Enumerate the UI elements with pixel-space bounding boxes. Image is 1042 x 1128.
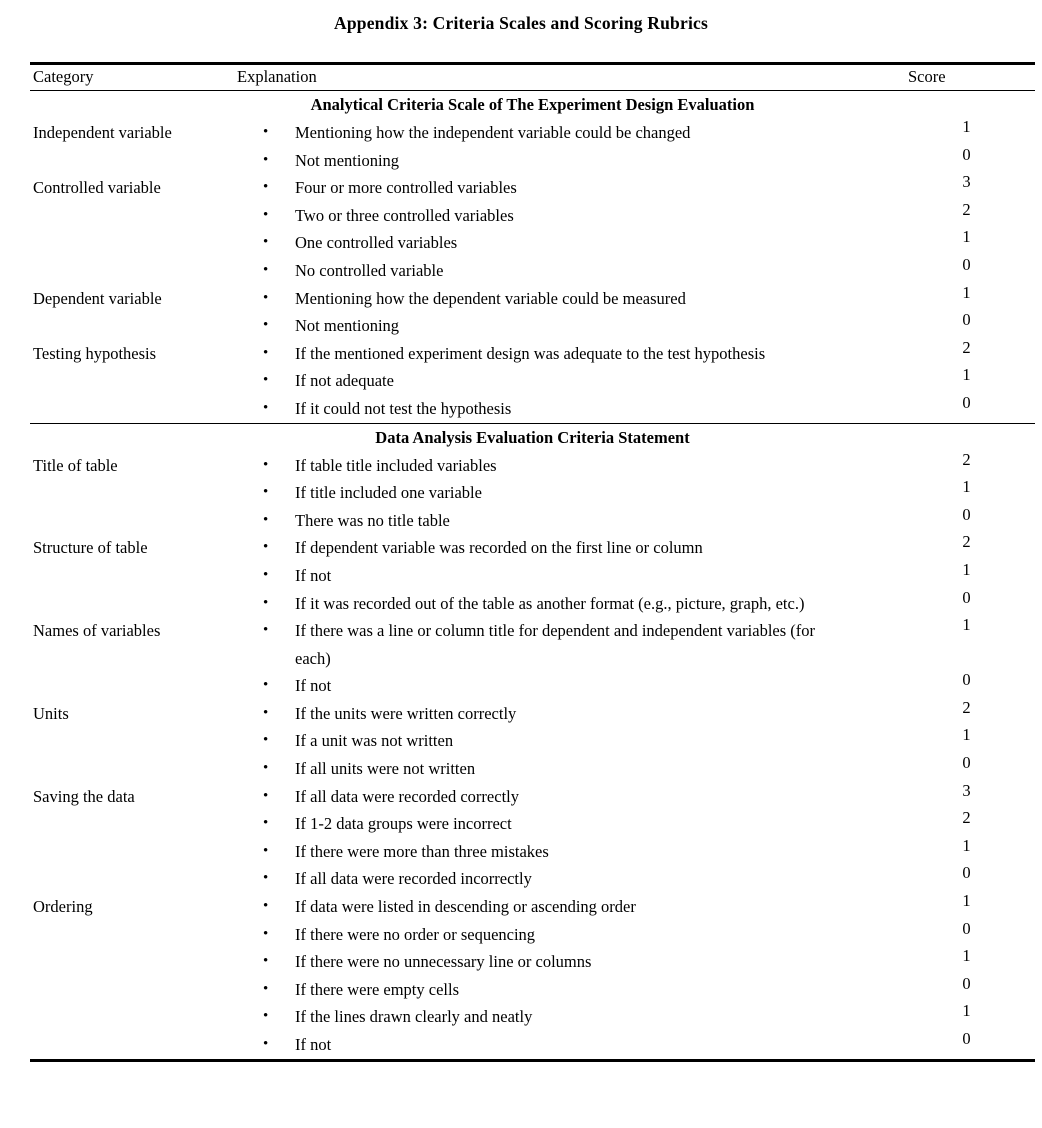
rubric-row [30,174,1035,202]
score-cell [873,559,1035,590]
rubric-row [30,229,1035,257]
bullet-icon: • [263,980,269,997]
explanation-cell [237,893,873,921]
score-cell [873,504,1035,535]
score-value: 0 [962,973,971,993]
score-cell [873,312,1035,340]
explanation-cell [237,700,873,728]
score-value: 0 [962,504,971,524]
criterion-text: If the units were written correctly [295,703,517,723]
score-value: 1 [962,946,971,966]
score-value: 0 [962,392,971,412]
explanation-cell [237,257,873,285]
criterion-text: If not [295,676,332,696]
explanation-cell [237,783,873,811]
criterion-text: If not [295,565,332,585]
bullet-icon: • [263,399,269,416]
score-value: 1 [962,559,971,579]
category-label [30,395,237,423]
rubric-row [30,479,1035,507]
bullet-icon: • [263,539,269,556]
criterion-text: Two or three controlled variables [295,205,514,225]
score-value: 1 [962,835,971,855]
bullet-icon: • [263,594,269,611]
score-value: 0 [962,918,971,938]
score-cell [873,1031,1035,1060]
category-label: Names of variables [33,621,161,641]
explanation-cell [237,865,873,893]
category-label [30,921,237,949]
explanation-cell [237,590,873,618]
rubric-row [30,727,1035,755]
score-cell [873,229,1035,257]
explanation-cell [237,285,873,313]
category-label: Saving the data [33,786,135,806]
explanation-cell [237,367,873,395]
bullet-icon: • [263,1008,269,1025]
score-value: 0 [962,670,971,690]
score-value: 0 [962,587,971,607]
score-cell [873,697,1035,728]
rubric-row [30,202,1035,230]
score-cell [873,780,1035,811]
bullet-icon: • [263,289,269,306]
bullet-icon: • [263,124,269,140]
criterion-text: If table title included variables [295,455,497,475]
explanation-cell [237,395,873,423]
rubric-row [30,893,1035,921]
score-cell [873,973,1035,1004]
score-cell [873,392,1035,423]
score-cell [873,617,1035,672]
criterion-text: If the mentioned experiment design was adequate to the test hypothesis [295,343,766,363]
score-value: 1 [962,365,971,385]
explanation-cell [237,202,873,230]
criterion-text: If the lines drawn clearly and neatly [295,1007,533,1027]
rubric-table-body [30,91,1035,1061]
rubric-row [30,507,1035,535]
category-label [30,1031,237,1060]
rubric-row [30,976,1035,1004]
explanation-cell [237,617,873,672]
rubric-row [30,534,1035,562]
score-value: 0 [962,753,971,773]
criterion-text: Mentioning how the independent variable could be changed [295,123,691,142]
category-label: Title of table [33,455,118,475]
score-value: 1 [962,891,971,911]
bullet-icon: • [263,953,269,970]
bullet-icon: • [263,317,269,334]
rubric-row [30,312,1035,340]
bullet-icon: • [263,151,269,168]
rubric-row [30,562,1035,590]
criterion-text: If there were more than three mistakes [295,841,549,861]
explanation-cell [237,340,873,368]
score-value: 0 [962,310,971,330]
bullet-icon: • [263,704,269,721]
rubric-row [30,755,1035,783]
category-label [30,312,237,340]
criterion-text: If it was recorded out of the table as another format (e.g., picture, graph, etc.) [295,593,805,613]
rubric-row [30,810,1035,838]
rubric-row [30,921,1035,949]
category-label [30,367,237,395]
section-header-row [30,423,1035,452]
score-cell [873,810,1035,838]
criterion-text: If 1-2 data groups were incorrect [295,814,512,834]
bullet-icon: • [263,815,269,832]
bullet-icon: • [263,622,269,639]
bullet-icon: • [263,677,269,694]
category-label [30,1003,237,1031]
criterion-text: One controlled variables [295,233,458,253]
score-value: 2 [962,697,971,717]
category-label [30,507,237,535]
rubric-row [30,1031,1035,1060]
rubric-row [30,147,1035,175]
score-value: 1 [962,477,971,497]
bullet-icon: • [263,511,269,528]
score-cell [873,479,1035,507]
score-cell [873,727,1035,755]
column-header-category: Category [30,64,237,91]
category-label [30,257,237,285]
category-label: Testing hypothesis [33,343,157,363]
criterion-text: If there were empty cells [295,979,460,999]
bullet-icon: • [263,732,269,749]
bullet-icon: • [263,261,269,278]
score-cell [873,1003,1035,1031]
column-header-score: Score [873,64,1035,91]
explanation-cell [237,1031,873,1060]
category-label: Units [33,703,69,723]
rubric-row [30,452,1035,480]
rubric-table-header [30,64,1035,91]
page-title: Appendix 3: Criteria Scales and Scoring Rubrics [334,13,708,33]
criterion-text: If title included one variable [295,483,482,503]
criterion-text: If it could not test the hypothesis [295,398,512,418]
bullet-icon: • [263,344,269,361]
criterion-text: If a unit was not written [295,731,454,751]
score-cell [873,282,1035,313]
explanation-cell [237,312,873,340]
rubric-row [30,783,1035,811]
category-label [30,562,237,590]
score-cell [873,337,1035,368]
score-cell [873,199,1035,230]
bullet-icon: • [263,787,269,804]
score-cell [873,144,1035,175]
criterion-text: If there was a line or column title for dependent and independent variables (for each) [295,621,816,668]
score-cell [873,534,1035,562]
bullet-icon: • [263,234,269,251]
score-cell [873,449,1035,480]
explanation-cell [237,147,873,175]
score-cell [873,672,1035,700]
category-label [30,838,237,866]
category-label [30,590,237,618]
score-cell [873,119,1035,147]
column-header-explanation: Explanation [237,64,873,91]
rubric-row [30,590,1035,618]
rubric-row [30,285,1035,313]
category-label [30,229,237,257]
category-label: Dependent variable [33,288,162,308]
bullet-icon: • [263,842,269,859]
rubric-row [30,340,1035,368]
score-cell [873,893,1035,921]
explanation-cell [237,976,873,1004]
rubric-row [30,617,1035,672]
criterion-text: If there were no order or sequencing [295,924,536,944]
score-cell [873,367,1035,395]
bullet-icon: • [263,925,269,942]
category-label [30,672,237,700]
score-value: 3 [962,780,971,800]
score-value: 1 [962,227,971,247]
score-value: 1 [962,282,971,302]
category-label: Controlled variable [33,178,161,198]
category-label [30,948,237,976]
bullet-icon: • [263,870,269,887]
category-label: Ordering [33,897,93,917]
explanation-cell [237,810,873,838]
explanation-cell [237,838,873,866]
bullet-icon: • [263,898,269,915]
category-label [30,865,237,893]
score-value: 1 [962,615,971,635]
explanation-cell [237,562,873,590]
criterion-text: Four or more controlled variables [295,178,517,198]
rubric-row [30,367,1035,395]
header-row [30,64,1035,91]
explanation-cell [237,755,873,783]
criterion-text: No controlled variable [295,260,444,280]
score-cell [873,174,1035,202]
explanation-cell [237,452,873,480]
score-value: 1 [962,117,971,136]
section-header-row [30,91,1035,120]
score-value: 2 [962,449,971,469]
explanation-cell [237,672,873,700]
score-value: 0 [962,254,971,274]
category-label [30,727,237,755]
criterion-text: Not mentioning [295,150,400,170]
category-label [30,976,237,1004]
score-value: 3 [962,172,971,192]
criterion-text: If all units were not written [295,759,476,779]
criterion-text: Not mentioning [295,316,400,336]
criterion-text: There was no title table [295,510,450,530]
rubric-row [30,395,1035,423]
score-value: 0 [962,144,971,164]
category-label: Independent variable [33,123,172,142]
rubric-row [30,119,1035,147]
bullet-icon: • [263,1036,269,1052]
explanation-cell [237,948,873,976]
rubric-row [30,257,1035,285]
category-label [30,479,237,507]
score-value: 2 [962,199,971,219]
explanation-cell [237,174,873,202]
criterion-text: If dependent variable was recorded on the first line or column [295,538,703,558]
criterion-text: Mentioning how the dependent variable could be measured [295,288,686,308]
rubric-row [30,948,1035,976]
explanation-cell [237,479,873,507]
explanation-cell [237,921,873,949]
score-value: 1 [962,725,971,745]
rubric-row [30,865,1035,893]
explanation-cell [237,507,873,535]
criterion-text: If all data were recorded correctly [295,786,519,806]
explanation-cell [237,534,873,562]
score-cell [873,835,1035,866]
score-cell [873,948,1035,976]
criterion-text: If not [295,1035,332,1054]
explanation-cell [237,229,873,257]
bullet-icon: • [263,179,269,196]
section-title: Data Analysis Evaluation Criteria Statement [30,423,1035,452]
criterion-text: If all data were recorded incorrectly [295,869,532,889]
rubric-row [30,672,1035,700]
score-cell [873,865,1035,893]
score-value: 0 [962,863,971,883]
bullet-icon: • [263,760,269,777]
rubric-row [30,700,1035,728]
explanation-cell [237,727,873,755]
category-label [30,147,237,175]
rubric-row [30,838,1035,866]
bullet-icon: • [263,484,269,501]
bullet-icon: • [263,372,269,389]
score-cell [873,587,1035,618]
category-label [30,202,237,230]
score-cell [873,755,1035,783]
score-value: 1 [962,1001,971,1021]
criterion-text: If there were no unnecessary line or columns [295,952,592,972]
category-label: Structure of table [33,538,148,558]
score-value: 2 [962,808,971,828]
bullet-icon: • [263,206,269,223]
criterion-text: If data were listed in descending or ascending order [295,897,636,917]
category-label [30,755,237,783]
score-value: 2 [962,532,971,552]
bullet-icon: • [263,566,269,583]
score-value: 0 [962,1029,971,1048]
rubric-table [30,62,1035,1062]
score-cell [873,918,1035,949]
criterion-text: If not adequate [295,371,394,391]
category-label [30,810,237,838]
explanation-cell [237,1003,873,1031]
section-title: Analytical Criteria Scale of The Experiment Design Evaluation [310,95,755,114]
score-value: 2 [962,337,971,357]
bullet-icon: • [263,456,269,473]
explanation-cell [237,119,873,147]
score-cell [873,254,1035,285]
rubric-row [30,1003,1035,1031]
